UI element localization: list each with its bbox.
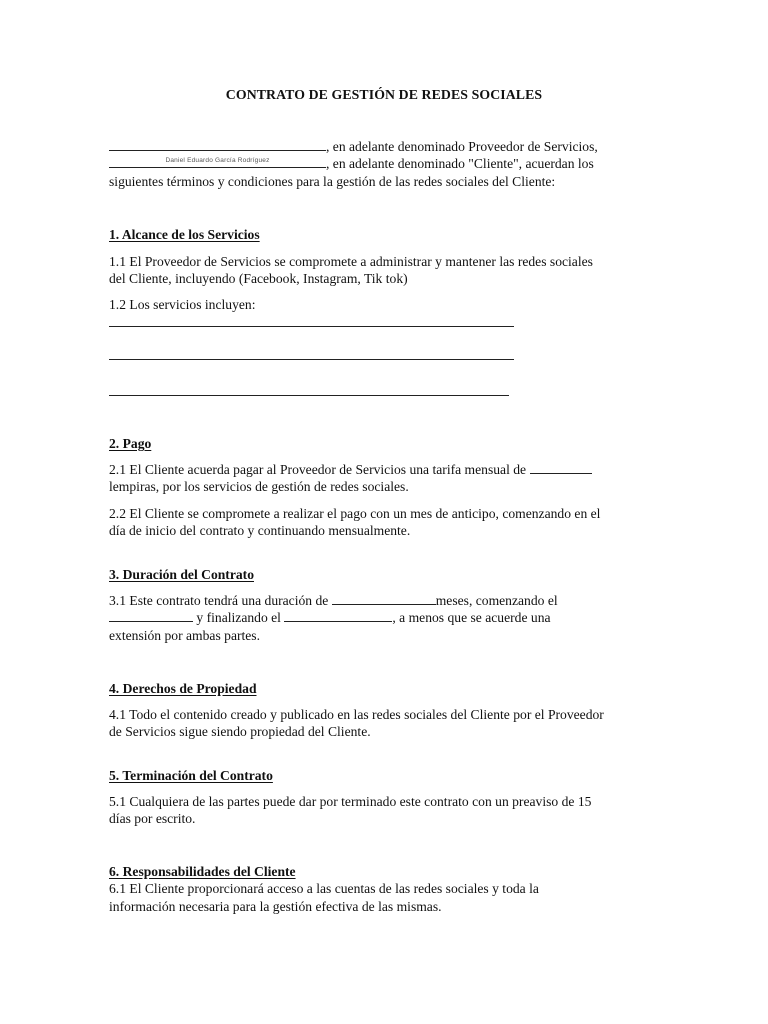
section-2-heading: 2. Pago <box>109 436 152 451</box>
client-signature-name: Daniel Eduardo García Rodríguez <box>165 157 270 164</box>
services-blank-3[interactable] <box>109 395 509 396</box>
section-3-heading: 3. Duración del Contrato <box>109 567 254 582</box>
section-3-p1-text-a: 3.1 Este contrato tendrá una duración de <box>109 593 329 608</box>
section-1-p1-line-2: del Cliente, incluyendo (Facebook, Instagram, Tik tok) <box>109 271 408 286</box>
client-name-blank[interactable] <box>109 155 326 168</box>
section-2-p2-line-2: día de inicio del contrato y continuando mensualmente. <box>109 523 411 538</box>
intro-line-2 <box>109 155 654 172</box>
end-date-blank[interactable] <box>284 609 392 622</box>
intro-line-2-text: , en adelante denominado "Cliente", acuerdan los <box>326 156 594 171</box>
start-date-blank[interactable] <box>109 609 193 622</box>
section-4-p1-line-1: 4.1 Todo el contenido creado y publicado en las redes sociales del Cliente por el Proveedor <box>109 707 604 722</box>
duration-months-blank[interactable] <box>332 592 436 605</box>
intro-line-1 <box>109 138 654 155</box>
section-4-p1-line-2: de Servicios sigue siendo propiedad del Cliente. <box>109 724 371 739</box>
section-2-p1-line-2: lempiras, por los servicios de gestión de redes sociales. <box>109 479 409 494</box>
section-3-p1-text-b: meses, comenzando el <box>435 593 558 608</box>
section-6-p1-line-2: información necesaria para la gestión efectiva de las mismas. <box>109 899 442 914</box>
section-4-heading: 4. Derechos de Propiedad <box>109 681 257 696</box>
section-2-p2-line-1: 2.2 El Cliente se compromete a realizar el pago con un mes de anticipo, comenzando en el <box>109 506 601 521</box>
services-blank-1[interactable] <box>109 326 514 327</box>
section-3-p1-line-1 <box>109 592 654 609</box>
section-1-p2: 1.2 Los servicios incluyen: <box>109 297 256 312</box>
section-1-heading: 1. Alcance de los Servicios <box>109 227 260 242</box>
monthly-fee-blank[interactable] <box>530 461 592 474</box>
section-3-p1-line-3: extensión por ambas partes. <box>109 628 260 643</box>
provider-name-blank[interactable] <box>109 138 326 151</box>
section-6-p1-line-1: 6.1 El Cliente proporcionará acceso a las cuentas de las redes sociales y toda la <box>109 881 539 896</box>
section-6-heading: 6. Responsabilidades del Cliente <box>109 864 296 879</box>
intro-line-3: siguientes términos y condiciones para la gestión de las redes sociales del Cliente: <box>109 174 556 189</box>
section-1-p1-line-1: 1.1 El Proveedor de Servicios se compromete a administrar y mantener las redes sociales <box>109 254 593 269</box>
section-3-p1-text-c: y finalizando el <box>196 610 281 625</box>
intro-line-1-text: , en adelante denominado Proveedor de Servicios, <box>326 139 598 154</box>
section-5-p1-line-1: 5.1 Cualquiera de las partes puede dar por terminado este contrato con un preaviso de 15 <box>109 794 592 809</box>
section-5-p1-line-2: días por escrito. <box>109 811 196 826</box>
section-5-heading: 5. Terminación del Contrato <box>109 768 273 783</box>
section-3-p1-line-2 <box>109 609 654 626</box>
services-blank-2[interactable] <box>109 359 514 360</box>
section-2-p1-line-1-text: 2.1 El Cliente acuerda pagar al Proveedor de Servicios una tarifa mensual de <box>109 462 527 477</box>
section-3-p1-text-d: , a menos que se acuerde una <box>392 610 551 625</box>
document-title: CONTRATO DE GESTIÓN DE REDES SOCIALES <box>225 87 543 102</box>
section-2-p1-line-1 <box>109 461 654 478</box>
